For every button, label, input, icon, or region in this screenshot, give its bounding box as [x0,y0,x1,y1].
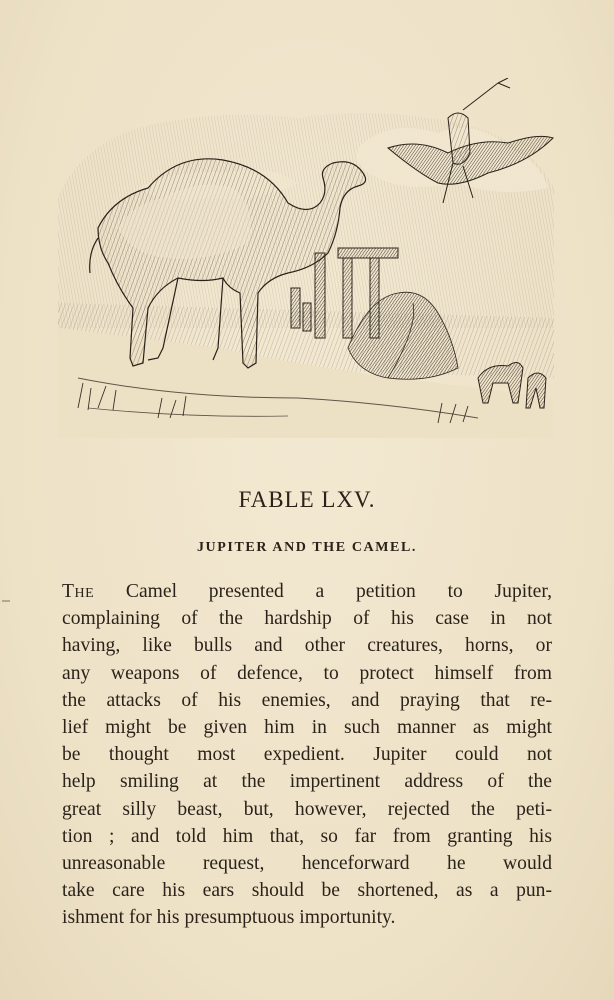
margin-mark [2,600,10,602]
text-line-5: the attacks of his enemies, and praying that re- [62,689,552,711]
text-line-6: lief might be given him in such manner as might [62,716,552,738]
camel-engraving-illustration [58,78,556,438]
text-line-12: take care his ears should be shortened, as a pun- [62,880,552,902]
text-line-7: be thought most expedient. Jupiter could not [62,744,552,766]
text-line-1 [62,578,552,605]
opening-word: The [62,581,95,602]
text-line-8: help smiling at the impertinent address of the [62,771,552,793]
text-line-10: tion ; and told him that, so far from granting his [62,825,552,847]
text-line-1-rest: Camel presented a petition to Jupiter, [94,581,552,602]
fable-title: JUPITER AND THE CAMEL. [196,540,418,555]
text-line-4: any weapons of defence, to protect himself from [62,662,552,684]
text-line-3: having, like bulls and other creatures, horns, or [62,635,552,657]
fable-body-text [62,578,552,931]
text-line-11: unreasonable request, henceforward he would [62,852,552,874]
text-line-13: ishment for his presumptuous importunity. [62,907,396,929]
text-line-2: complaining of the hardship of his case in not [62,608,552,630]
text-line-9: great silly beast, but, however, rejected the peti- [62,798,552,820]
fable-number-heading: FABLE LXV. [238,487,376,512]
